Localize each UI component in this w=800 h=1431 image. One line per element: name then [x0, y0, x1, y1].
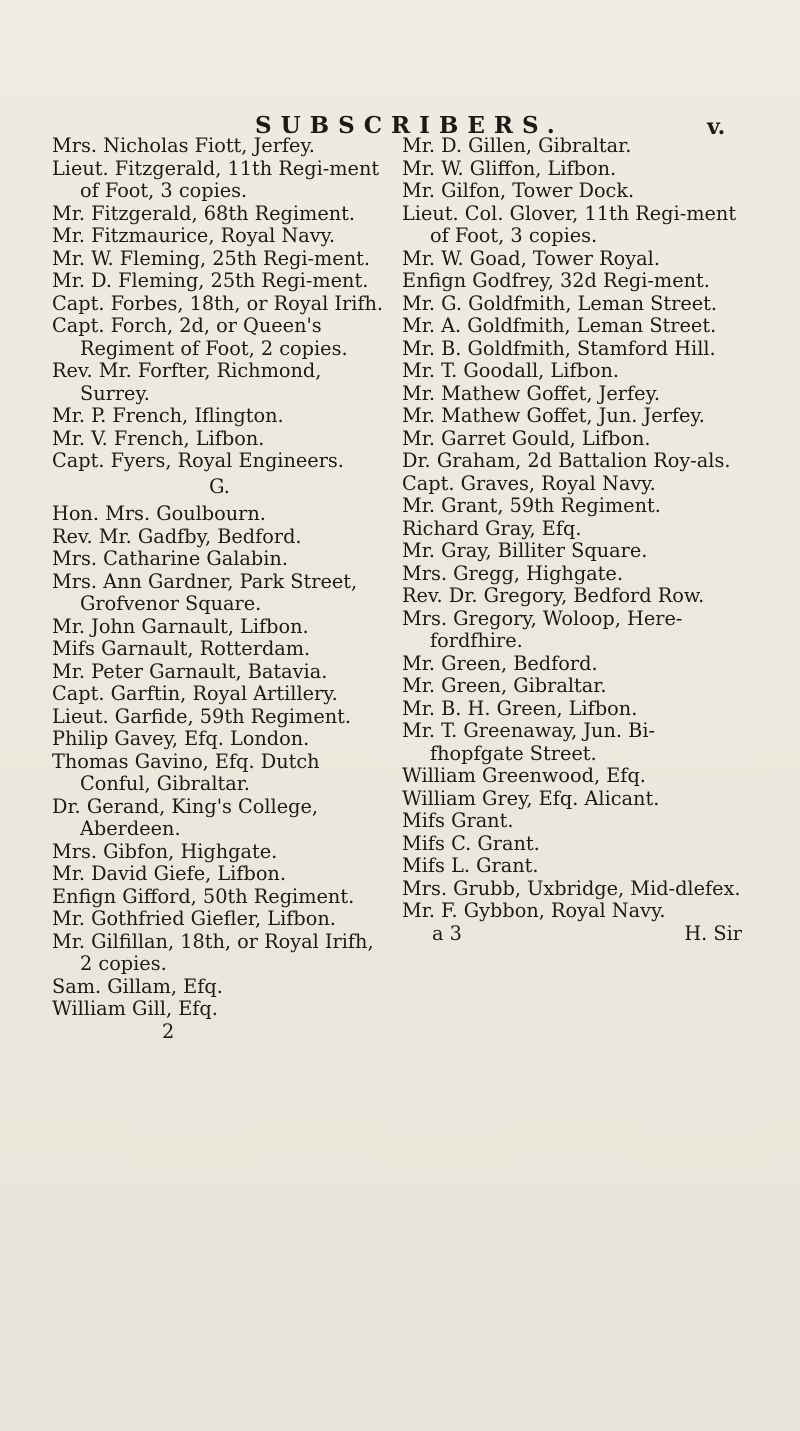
subscriber-entry: Hon. Mrs. Goulbourn.	[52, 502, 266, 525]
subscriber-entry: Capt. Graves, Royal Navy.	[402, 471, 656, 495]
subscriber-entry: Mr. Garret Gould, Lifbon.	[402, 426, 651, 450]
subscriber-entry: William Greenwood, Efq.	[402, 764, 646, 787]
subscriber-entry: Mr. Fitzgerald, 68th Regiment.	[52, 201, 356, 225]
subscriber-entry: Mr. V. French, Lifbon.	[52, 426, 265, 450]
signature-mark-right: a 3	[432, 921, 462, 945]
subscriber-entry: Mr. G. Goldfmith, Leman Street.	[402, 291, 718, 315]
section-letter: G.	[209, 474, 230, 498]
subscriber-entry: Mr. Mathew Goffet, Jerfey.	[402, 381, 661, 405]
catchword: H. Sir	[684, 921, 742, 945]
page-number: v.	[707, 114, 726, 140]
subscriber-entry: Lieut. Garfide, 59th Regiment.	[52, 704, 352, 728]
left-footer	[52, 1021, 387, 1043]
subscriber-entry: Mr. Green, Gibraltar.	[402, 674, 607, 697]
subscriber-entry: Mr. P. French, Iflington.	[52, 404, 284, 427]
subscriber-entry: Lieut. Fitzgerald, 11th Regi-ment of Foot, 3 copies.	[52, 156, 380, 202]
subscriber-entry: Capt. Fyers, Royal Engineers.	[52, 449, 344, 472]
subscriber-entry: Mr. W. Goad, Tower Royal.	[402, 246, 660, 270]
subscriber-entry: Mr. Gray, Billiter Square.	[402, 539, 648, 562]
subscriber-entry: Mrs. Nicholas Fiott, Jerfey.	[52, 134, 315, 157]
subscriber-entry: Mr. T. Greenaway, Jun. Bi-fhopfgate Street.	[402, 719, 655, 765]
subscriber-entry: Mr. A. Goldfmith, Leman Street.	[402, 314, 717, 337]
subscriber-entry: Mr. Gilfillan, 18th, or Royal Irifh, 2 copies.	[52, 929, 374, 975]
left-column	[52, 135, 387, 1043]
subscriber-entry: Mr. John Garnault, Lifbon.	[52, 614, 309, 638]
signature-mark: 2	[162, 1019, 175, 1043]
subscriber-entry: Mr. Grant, 59th Regiment.	[402, 494, 661, 517]
right-footer	[402, 923, 742, 945]
subscriber-entry: William Gill, Efq.	[52, 997, 218, 1020]
subscriber-entry: Mrs. Ann Gardner, Park Street, Grofvenor Square.	[52, 569, 358, 615]
subscriber-entry: Mifs L. Grant.	[402, 854, 539, 877]
subscriber-entry: Mr. D. Gillen, Gibraltar.	[402, 134, 632, 157]
subscriber-entry: Enfign Godfrey, 32d Regi-ment.	[402, 269, 710, 292]
subscriber-entry: Mr. D. Fleming, 25th Regi-ment.	[52, 269, 369, 292]
subscriber-entry: Mrs. Gibfon, Highgate.	[52, 839, 278, 863]
subscriber-entry: Philip Gavey, Efq. London.	[52, 727, 310, 750]
subscriber-entry: Mifs Garnault, Rotterdam.	[52, 637, 311, 660]
subscriber-entry: Mrs. Catharine Galabin.	[52, 547, 288, 570]
subscriber-entry: Rev. Dr. Gregory, Bedford Row.	[402, 584, 705, 607]
subscriber-entry: Mr. Gilfon, Tower Dock.	[402, 179, 635, 202]
subscriber-entry: Mr. Gothfried Giefler, Lifbon.	[52, 907, 336, 930]
right-entries	[402, 135, 742, 923]
subscriber-entry: Rev. Mr. Gadfby, Bedford.	[52, 524, 302, 548]
subscriber-entry: Mr. Green, Bedford.	[402, 651, 598, 675]
subscriber-entry: Mr. Mathew Goffet, Jun. Jerfey.	[402, 404, 705, 427]
subscriber-entry: Capt. Forbes, 18th, or Royal Irifh.	[52, 291, 384, 315]
subscriber-entry: Mrs. Grubb, Uxbridge, Mid-dlefex.	[402, 876, 741, 900]
page-heading: SUBSCRIBERS.	[255, 112, 564, 139]
subscriber-entry: Mr. T. Goodall, Lifbon.	[402, 359, 620, 382]
subscriber-entry: Mrs. Gregory, Woloop, Here-fordfhire.	[402, 606, 683, 652]
subscriber-entry: Richard Gray, Efq.	[402, 516, 582, 540]
subscriber-entry: Capt. Forch, 2d, or Queen's Regiment of Foot, 2 copies.	[52, 314, 348, 360]
subscriber-entry: Mr. B. H. Green, Lifbon.	[402, 696, 638, 720]
subscriber-entry: Mifs C. Grant.	[402, 831, 540, 855]
left-entries-before	[52, 135, 387, 473]
subscriber-entry: Mr. W. Gliffon, Lifbon.	[402, 156, 617, 180]
subscriber-entry: Mrs. Gregg, Highgate.	[402, 561, 623, 585]
subscriber-entry: Enfign Gifford, 50th Regiment.	[52, 884, 355, 908]
subscriber-entry: Sam. Gillam, Efq.	[52, 974, 223, 998]
right-column	[402, 135, 742, 945]
subscriber-entry: Thomas Gavino, Efq. Dutch Conful, Gibraltar.	[52, 749, 320, 795]
subscriber-entry: Mr. Fitzmaurice, Royal Navy.	[52, 224, 336, 247]
subscriber-entry: Rev. Mr. Forfter, Richmond, Surrey.	[52, 359, 322, 405]
subscriber-entry: Mr. David Giefe, Lifbon.	[52, 862, 286, 885]
subscriber-entry: Dr. Gerand, King's College, Aberdeen.	[52, 794, 319, 840]
left-entries-after	[52, 503, 387, 1021]
subscriber-entry: William Grey, Efq. Alicant.	[402, 786, 660, 810]
subscriber-entry: Mr. W. Fleming, 25th Regi-ment.	[52, 246, 370, 270]
subscriber-entry: Mr. F. Gybbon, Royal Navy.	[402, 899, 666, 922]
subscriber-entry: Mr. B. Goldfmith, Stamford Hill.	[402, 336, 716, 360]
subscriber-entry: Capt. Garftin, Royal Artillery.	[52, 682, 338, 705]
subscriber-entry: Lieut. Col. Glover, 11th Regi-ment of Foot, 3 copies.	[402, 201, 737, 247]
subscriber-entry: Mr. Peter Garnault, Batavia.	[52, 659, 328, 683]
subscriber-entry: Mifs Grant.	[402, 809, 514, 832]
subscriber-entry: Dr. Graham, 2d Battalion Roy-als.	[402, 449, 731, 472]
